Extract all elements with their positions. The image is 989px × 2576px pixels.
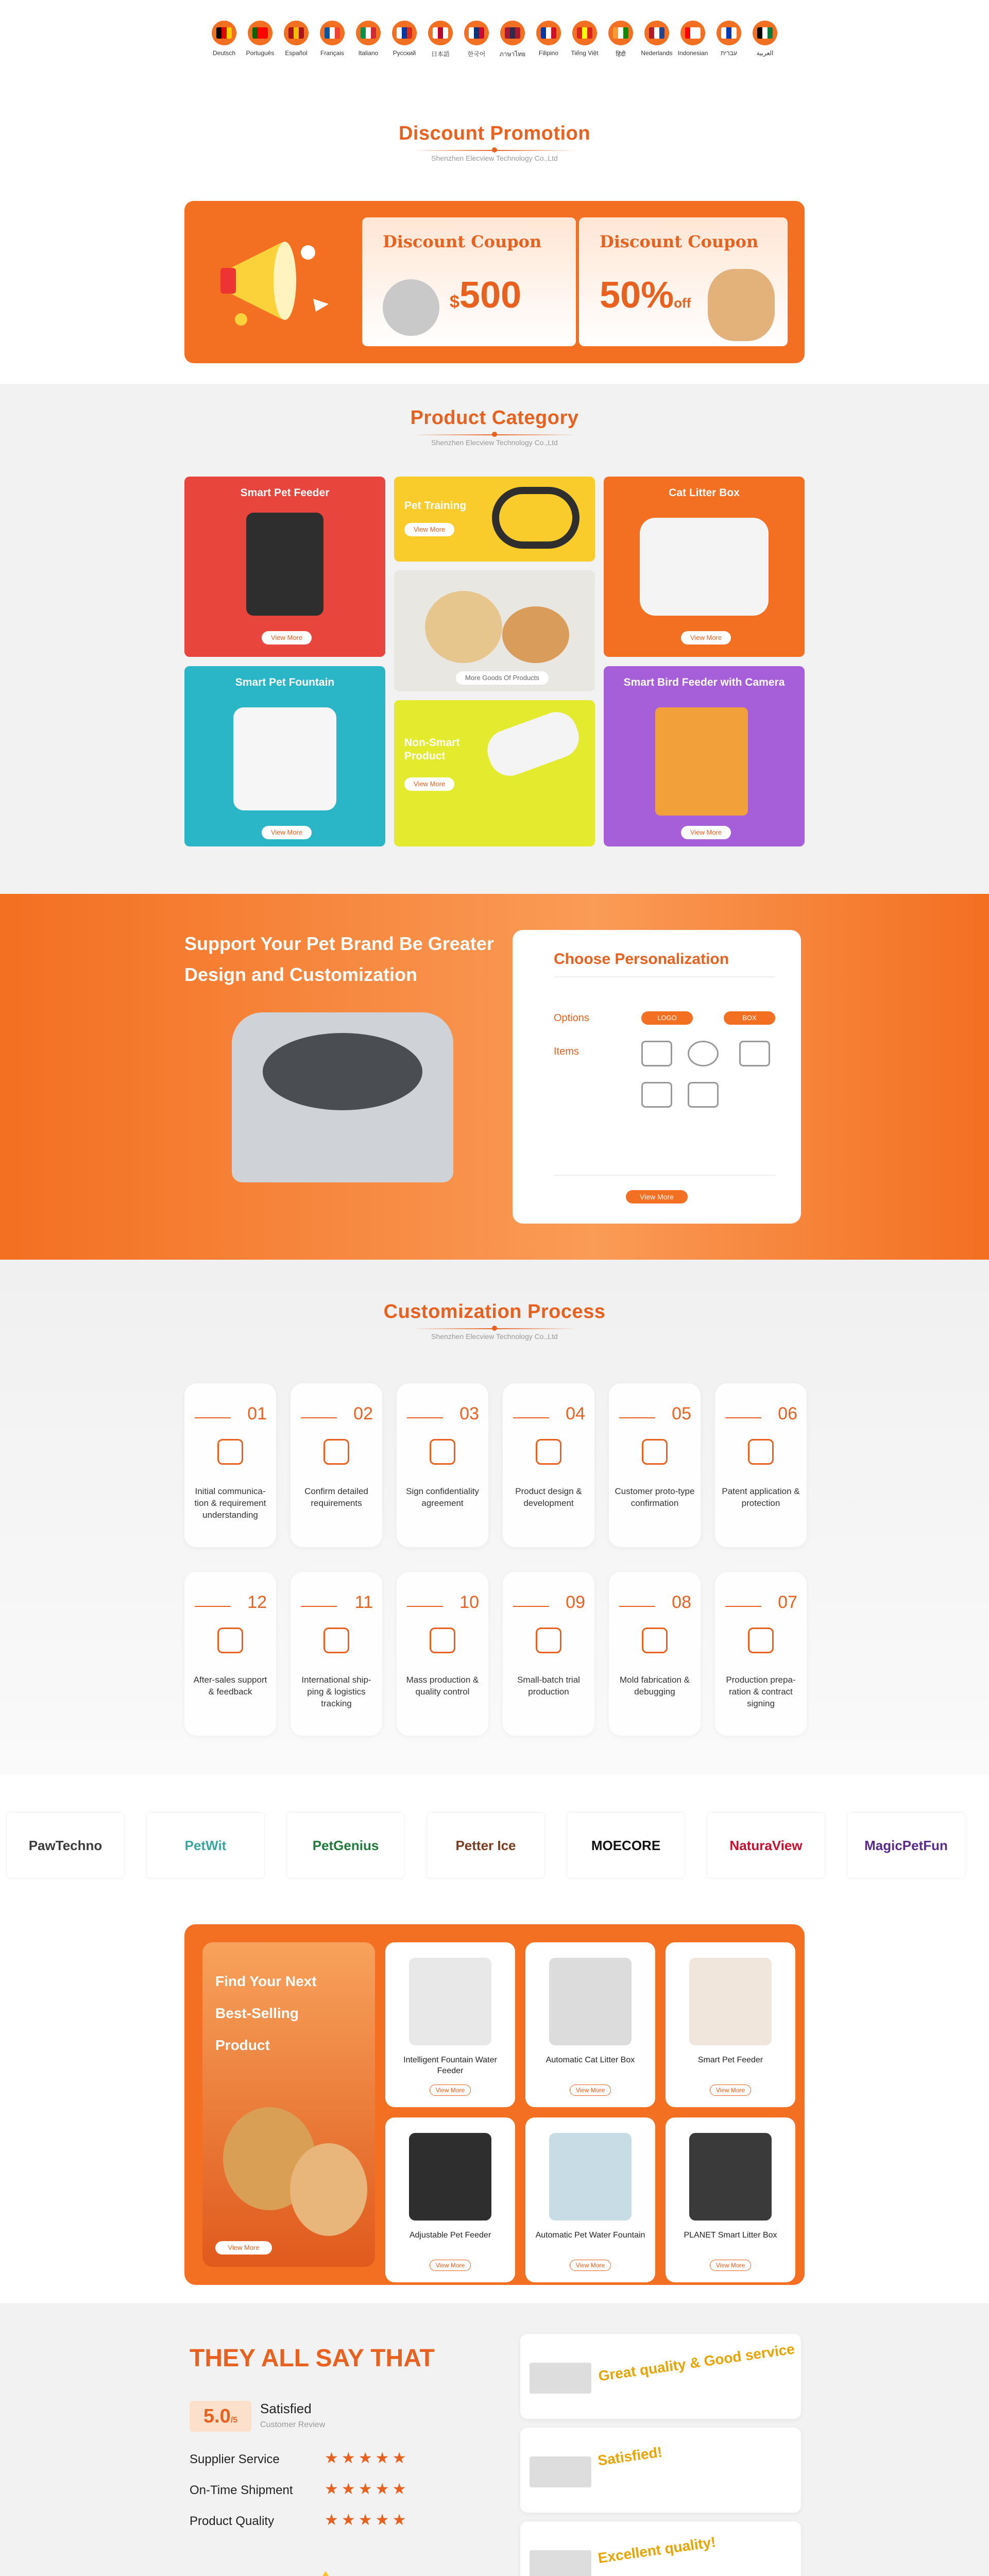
language-label: Italiano <box>358 49 379 57</box>
product-card[interactable] <box>525 2117 655 2282</box>
chat-icon <box>217 1439 243 1465</box>
view-more-button[interactable]: View More <box>430 2260 471 2271</box>
view-more-button[interactable]: View More <box>570 2084 611 2096</box>
step-number: 05 <box>672 1404 691 1423</box>
hero-headline: Find Your Next Best-Selling Product <box>215 1973 317 2053</box>
process-step <box>715 1572 807 1736</box>
language-item[interactable] <box>535 21 562 57</box>
coupon-divider <box>577 217 578 346</box>
brand-logo[interactable]: Petter Ice <box>427 1812 545 1879</box>
review-stamp: Great quality & Good service <box>597 2341 796 2384</box>
document-icon <box>323 1439 349 1465</box>
product-image <box>689 1958 772 2045</box>
process-step <box>291 1383 382 1547</box>
step-text: Patent application & protection <box>722 1486 800 1508</box>
litter-box-product-image <box>232 1012 453 1182</box>
view-more-button[interactable]: View More <box>626 1190 688 1204</box>
category-label: Smart Pet Feeder <box>240 487 330 499</box>
paw-flag-icon <box>717 21 741 45</box>
product-name: PLANET Smart Litter Box <box>684 2231 777 2240</box>
category-tile-smart-bird-feeder[interactable] <box>604 666 805 846</box>
paw-flag-icon <box>500 21 525 45</box>
dog-photo <box>708 269 775 341</box>
personalization-section <box>0 894 989 1260</box>
category-label: Pet Training <box>404 500 467 512</box>
training-collar-image <box>492 487 579 549</box>
choose-personalization-panel <box>513 930 801 1224</box>
review-card <box>520 2334 801 2419</box>
discount-section-title <box>0 123 989 162</box>
best-selling-hero <box>202 1942 375 2267</box>
paw-flag-icon <box>356 21 381 45</box>
paw-flag-icon <box>284 21 309 45</box>
quality-icon <box>430 1628 455 1653</box>
paw-flag-icon <box>680 21 705 45</box>
process-title: Customization Process <box>383 1301 606 1323</box>
option-logo-button[interactable]: LOGO <box>641 1011 693 1025</box>
paw-flag-icon <box>428 21 453 45</box>
prep-icon <box>748 1628 774 1653</box>
category-tile-smart-pet-feeder[interactable] <box>184 477 385 657</box>
view-more-button[interactable]: View More <box>681 826 731 839</box>
satisfied-label: Satisfied <box>260 2401 312 2416</box>
process-step <box>503 1383 594 1547</box>
paw-flag-icon <box>644 21 669 45</box>
view-more-button[interactable]: View More <box>404 523 454 536</box>
category-section-title <box>0 407 989 447</box>
mold-icon <box>642 1628 668 1653</box>
view-more-button[interactable]: View More <box>681 631 731 645</box>
item-icon[interactable] <box>641 1082 672 1108</box>
product-image <box>409 2133 491 2221</box>
language-item[interactable] <box>752 21 778 57</box>
language-item[interactable] <box>211 21 237 57</box>
view-more-button[interactable]: View More <box>215 2241 272 2255</box>
coupon-value: $500 <box>450 275 522 316</box>
score-badge: 5.0/5 <box>190 2401 251 2432</box>
process-subtitle: Shenzhen Elecview Technology Co.,Ltd <box>431 1332 558 1341</box>
paw-flag-icon <box>572 21 597 45</box>
view-more-button[interactable]: View More <box>570 2260 611 2271</box>
view-more-button[interactable]: View More <box>710 2260 751 2271</box>
language-item[interactable] <box>607 21 634 58</box>
step-number: 03 <box>459 1404 479 1423</box>
product-name: Automatic Pet Water Fountain <box>535 2231 645 2240</box>
litter-box-image <box>640 518 769 616</box>
partner-brands <box>0 1775 989 1909</box>
step-text: International ship-ping & logistics tracking <box>301 1675 371 1708</box>
more-goods-button[interactable]: More Goods Of Products <box>456 671 549 685</box>
category-title: Product Category <box>410 407 579 429</box>
process-step <box>184 1383 276 1547</box>
process-step <box>503 1572 594 1736</box>
brand-logo[interactable]: NaturaView <box>707 1812 825 1879</box>
panel-title: Choose Personalization <box>554 951 729 968</box>
paw-flag-icon <box>608 21 633 45</box>
cat-photo <box>502 606 569 663</box>
process-section-title <box>0 1301 989 1341</box>
language-label: 日本語 <box>431 50 450 58</box>
review-thumbnail <box>530 2550 591 2576</box>
language-item[interactable] <box>571 21 598 57</box>
category-subtitle: Shenzhen Elecview Technology Co.,Ltd <box>431 438 558 447</box>
item-icon[interactable] <box>688 1082 719 1108</box>
view-more-button[interactable]: View More <box>404 777 454 791</box>
review-thumbnail <box>530 2363 591 2394</box>
thumbs-up-icon <box>206 2571 422 2576</box>
language-label: Nederlands <box>641 49 673 57</box>
step-number: 09 <box>566 1592 585 1612</box>
step-text: Mold fabrication & debugging <box>619 1675 690 1697</box>
paw-flag-icon <box>753 21 777 45</box>
title-divider <box>412 434 577 435</box>
feeder-image <box>246 513 323 616</box>
process-step <box>397 1383 488 1547</box>
language-label: हिंदी <box>616 50 626 58</box>
paw-flag-icon <box>248 21 272 45</box>
customization-process-section <box>0 1260 989 1775</box>
language-label: Indonesian <box>677 49 708 57</box>
category-tile-more-goods[interactable] <box>394 570 595 691</box>
language-item[interactable] <box>247 21 274 57</box>
step-number: 07 <box>778 1592 797 1612</box>
product-image <box>409 1958 491 2045</box>
product-image <box>549 2133 632 2221</box>
step-text: Confirm detailed requirements <box>304 1486 368 1508</box>
discount-subtitle: Shenzhen Elecview Technology Co.,Ltd <box>431 154 558 162</box>
title-divider <box>412 1328 577 1329</box>
rating-label: Product Quality <box>190 2514 275 2528</box>
step-text: Customer proto-type confirmation <box>615 1486 695 1508</box>
brush-image <box>482 706 585 782</box>
category-label: Cat Litter Box <box>669 487 740 499</box>
language-label: Pусский <box>393 49 416 57</box>
item-icon[interactable] <box>641 1041 672 1066</box>
step-text: Small-batch trial production <box>517 1675 580 1697</box>
language-item[interactable] <box>715 21 742 57</box>
step-text: Mass production & quality control <box>406 1675 479 1697</box>
best-selling-section <box>184 1924 805 2285</box>
category-tile-smart-pet-fountain[interactable] <box>184 666 385 846</box>
confirm-icon <box>642 1439 668 1465</box>
language-item[interactable] <box>499 21 526 59</box>
brand-logo[interactable]: PetWit <box>146 1812 265 1879</box>
cat-photo <box>290 2143 367 2236</box>
language-label: العربية <box>756 49 774 57</box>
language-item[interactable] <box>391 21 418 57</box>
process-step <box>397 1572 488 1736</box>
product-image <box>549 1958 632 2045</box>
rating-label: Supplier Service <box>190 2452 280 2466</box>
language-label: Filipino <box>538 49 558 57</box>
step-text: Product design & development <box>515 1486 582 1508</box>
item-icon[interactable] <box>688 1041 719 1066</box>
coupon-50-off[interactable] <box>579 217 788 346</box>
megaphone-icon <box>210 222 334 340</box>
language-item[interactable] <box>319 21 346 57</box>
view-more-button[interactable]: View More <box>262 826 312 839</box>
language-label: Español <box>285 49 308 57</box>
item-icon[interactable] <box>739 1041 770 1066</box>
review-card <box>520 2428 801 2513</box>
reviews-title: THEY ALL SAY THAT <box>190 2345 435 2372</box>
coupon-label: Discount Coupon <box>383 232 542 251</box>
process-step <box>609 1572 701 1736</box>
step-text: Sign confidentiality agreement <box>406 1486 479 1508</box>
view-more-button[interactable]: View More <box>710 2084 751 2096</box>
option-box-button[interactable]: BOX <box>724 1011 775 1025</box>
step-number: 11 <box>354 1592 373 1612</box>
step-number: 02 <box>353 1404 373 1423</box>
product-card[interactable] <box>525 1942 655 2107</box>
brand-logo[interactable]: PetGenius <box>286 1812 405 1879</box>
process-step <box>291 1572 382 1736</box>
customer-review-label: Customer Review <box>260 2420 326 2429</box>
language-bar <box>0 0 989 93</box>
view-more-button[interactable]: View More <box>262 631 312 645</box>
items-label: Items <box>554 1046 579 1057</box>
star-rating: ★★★★★ <box>325 2512 410 2529</box>
process-step <box>715 1383 807 1547</box>
language-label: עברית <box>721 49 737 57</box>
product-category-section <box>0 384 989 894</box>
brand-logo[interactable]: PawTechno <box>6 1812 125 1879</box>
paw-flag-icon <box>212 21 236 45</box>
brand-logo[interactable]: MOECORE <box>567 1812 685 1879</box>
product-card[interactable] <box>666 2117 795 2282</box>
language-item[interactable] <box>679 21 706 57</box>
process-step <box>609 1383 701 1547</box>
view-more-button[interactable]: View More <box>430 2084 471 2096</box>
shipping-icon <box>323 1628 349 1653</box>
language-item[interactable] <box>355 21 382 57</box>
product-name: Automatic Cat Litter Box <box>545 2056 635 2064</box>
product-name: Intelligent Fountain Water Feeder <box>403 2056 497 2075</box>
brand-logo[interactable]: MagicPetFun <box>847 1812 965 1879</box>
paw-flag-icon <box>320 21 345 45</box>
category-tile-pet-training[interactable] <box>394 477 595 562</box>
step-number: 08 <box>672 1592 691 1612</box>
process-step <box>184 1572 276 1736</box>
category-label: Smart Pet Fountain <box>235 676 335 688</box>
step-number: 12 <box>247 1592 267 1612</box>
language-label: Tiếng Việt <box>571 49 599 57</box>
star-rating: ★★★★★ <box>325 2481 410 2498</box>
paw-flag-icon <box>392 21 417 45</box>
product-name: Smart Pet Feeder <box>697 2056 763 2064</box>
production-icon <box>536 1628 561 1653</box>
bird-feeder-image <box>655 707 748 816</box>
product-card[interactable] <box>666 1942 795 2107</box>
contract-icon <box>430 1439 455 1465</box>
options-label: Options <box>554 1012 589 1024</box>
discount-title: Discount Promotion <box>398 123 591 144</box>
step-number: 01 <box>247 1404 267 1423</box>
discount-banner[interactable] <box>184 201 805 363</box>
step-number: 04 <box>566 1404 585 1423</box>
product-name: Adjustable Pet Feeder <box>409 2231 491 2240</box>
category-tile-cat-litter-box[interactable] <box>604 477 805 657</box>
fountain-image <box>233 707 336 810</box>
category-label: Non-Smart Product <box>404 737 460 762</box>
personal-headline: Design and Customization <box>184 964 418 985</box>
paw-flag-icon <box>464 21 489 45</box>
language-label: Deutsch <box>212 49 236 57</box>
step-text: Production prepa-ration & contract signing <box>726 1675 796 1708</box>
category-label: Smart Bird Feeder with Camera <box>623 676 785 688</box>
title-divider <box>412 150 577 151</box>
review-card <box>520 2521 801 2576</box>
language-item[interactable] <box>463 21 490 58</box>
review-stamp: Excellent quality! <box>596 2534 717 2566</box>
review-thumbnail <box>530 2456 591 2487</box>
language-label: Français <box>320 49 344 57</box>
product-image <box>689 2133 772 2221</box>
star-rating: ★★★★★ <box>325 2450 410 2467</box>
design-icon <box>536 1439 561 1465</box>
product-card[interactable] <box>385 1942 515 2107</box>
product-card[interactable] <box>385 2117 515 2282</box>
patent-icon <box>748 1439 774 1465</box>
language-label: 한국어 <box>467 50 486 58</box>
step-number: 10 <box>459 1592 479 1612</box>
review-stamp: Satisfied! <box>596 2444 663 2469</box>
category-tile-non-smart-product[interactable] <box>394 700 595 846</box>
personal-headline: Support Your Pet Brand Be Greater <box>184 933 494 954</box>
dog-photo <box>425 591 502 663</box>
coupon-500[interactable] <box>362 217 576 346</box>
support-icon <box>217 1628 243 1653</box>
cat-photo <box>383 279 439 336</box>
reviews-section <box>0 2303 989 2576</box>
step-text: After-sales support & feedback <box>193 1675 267 1697</box>
coupon-label: Discount Coupon <box>600 232 759 251</box>
paw-flag-icon <box>536 21 561 45</box>
coupon-value: 50%off <box>600 275 691 316</box>
language-item[interactable] <box>427 21 454 58</box>
language-item[interactable] <box>641 21 673 57</box>
language-label: ภาษาไทย <box>499 50 526 58</box>
rating-label: On-Time Shipment <box>190 2483 293 2497</box>
language-label: Português <box>246 49 275 57</box>
language-item[interactable] <box>283 21 310 57</box>
step-text: Initial communica-tion & requirement understanding <box>194 1486 266 1520</box>
step-number: 06 <box>778 1404 797 1423</box>
